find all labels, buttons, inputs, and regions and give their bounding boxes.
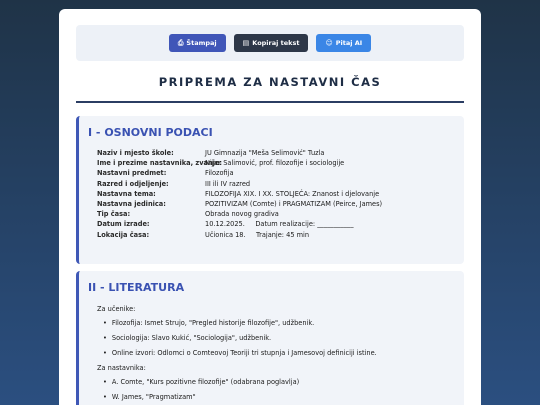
info-row [97,219,382,229]
action-toolbar [76,25,464,61]
list-item: • W. James, "Pragmatizam" [103,393,377,401]
literature-list [97,305,377,405]
info-key: Tip časa: [97,210,131,219]
info-table [97,148,382,240]
info-value: Filozofija [205,169,234,178]
info-key: Lokacija časa: [97,230,150,239]
ai-label: Pitaj AI [335,39,363,47]
info-key: Nastavni predmet: [97,169,167,178]
info-key: Nastavna jedinica: [97,200,166,209]
list-item: • Filozofija: Ismet Strujo, "Pregled historije filozofije", udžbenik. [103,319,377,327]
robot-icon: ☺ [325,39,333,47]
info-row [97,148,382,158]
section-heading: II - LITERATURA [88,281,185,294]
teachers-label: Za nastavnika: [97,364,146,372]
info-row [97,230,382,240]
print-button[interactable] [169,34,226,52]
info-value: III ili IV razred [205,179,251,188]
copy-text-button[interactable] [234,34,309,52]
info-value: FILOZOFIJA XIX. I XX. STOLJEĆA: Znanost i djelovanje [205,189,380,198]
section-heading: I - OSNOVNI PODACI [88,126,213,139]
info-row [97,158,382,168]
info-key: Razred i odjeljenje: [97,179,169,188]
info-value: Učionica 18. Trajanje: 45 min [205,230,310,239]
list-item: • Sociologija: Slavo Kukić, "Sociologija", udžbenik. [103,334,377,342]
title-divider [76,101,464,103]
ask-ai-button[interactable] [316,34,371,52]
list-item: • Online izvori: Odlomci o Comteovoj Teoriji tri stupnja i Jamesovoj definiciji istine. [103,349,377,357]
info-value: POZITIVIZAM (Comte) i PRAGMATIZAM (Peirce, James) [205,200,383,209]
info-row [97,179,382,189]
copy-label: Kopiraj tekst [252,39,300,47]
list-item: • A. Comte, "Kurs pozitivne filozofije" (odabrana poglavlja) [103,378,377,386]
document-page [59,9,481,405]
info-key: Naziv i mjesto škole: [97,149,174,157]
teachers-list [103,378,377,401]
print-label: Štampaj [186,39,217,47]
document-title: PRIPREMA ZA NASTAVNI ČAS [158,75,382,89]
info-row [97,209,382,219]
info-value: Obrada novog gradiva [205,210,279,219]
info-key: Nastavna tema: [97,189,156,198]
clipboard-icon: ▤ [242,39,250,47]
info-key: Ime i prezime nastavnika, zvanje: [97,159,223,168]
info-row [97,199,382,209]
section-basic-info [76,116,464,264]
info-row [97,168,382,178]
students-list [103,319,377,357]
info-value: 10.12.2025. Datum realizacije: ___________ [205,220,354,229]
info-key: Datum izrade: [97,220,150,229]
printer-icon: ⎙ [177,38,184,47]
info-value: JU Gimnazija "Meša Selimović" Tuzla [205,149,325,157]
info-value: Nijaz Salimović, prof. filozofije i sociologije [205,159,345,168]
section-literature [76,271,464,405]
students-label: Za učenike: [97,305,136,313]
info-row [97,189,382,199]
